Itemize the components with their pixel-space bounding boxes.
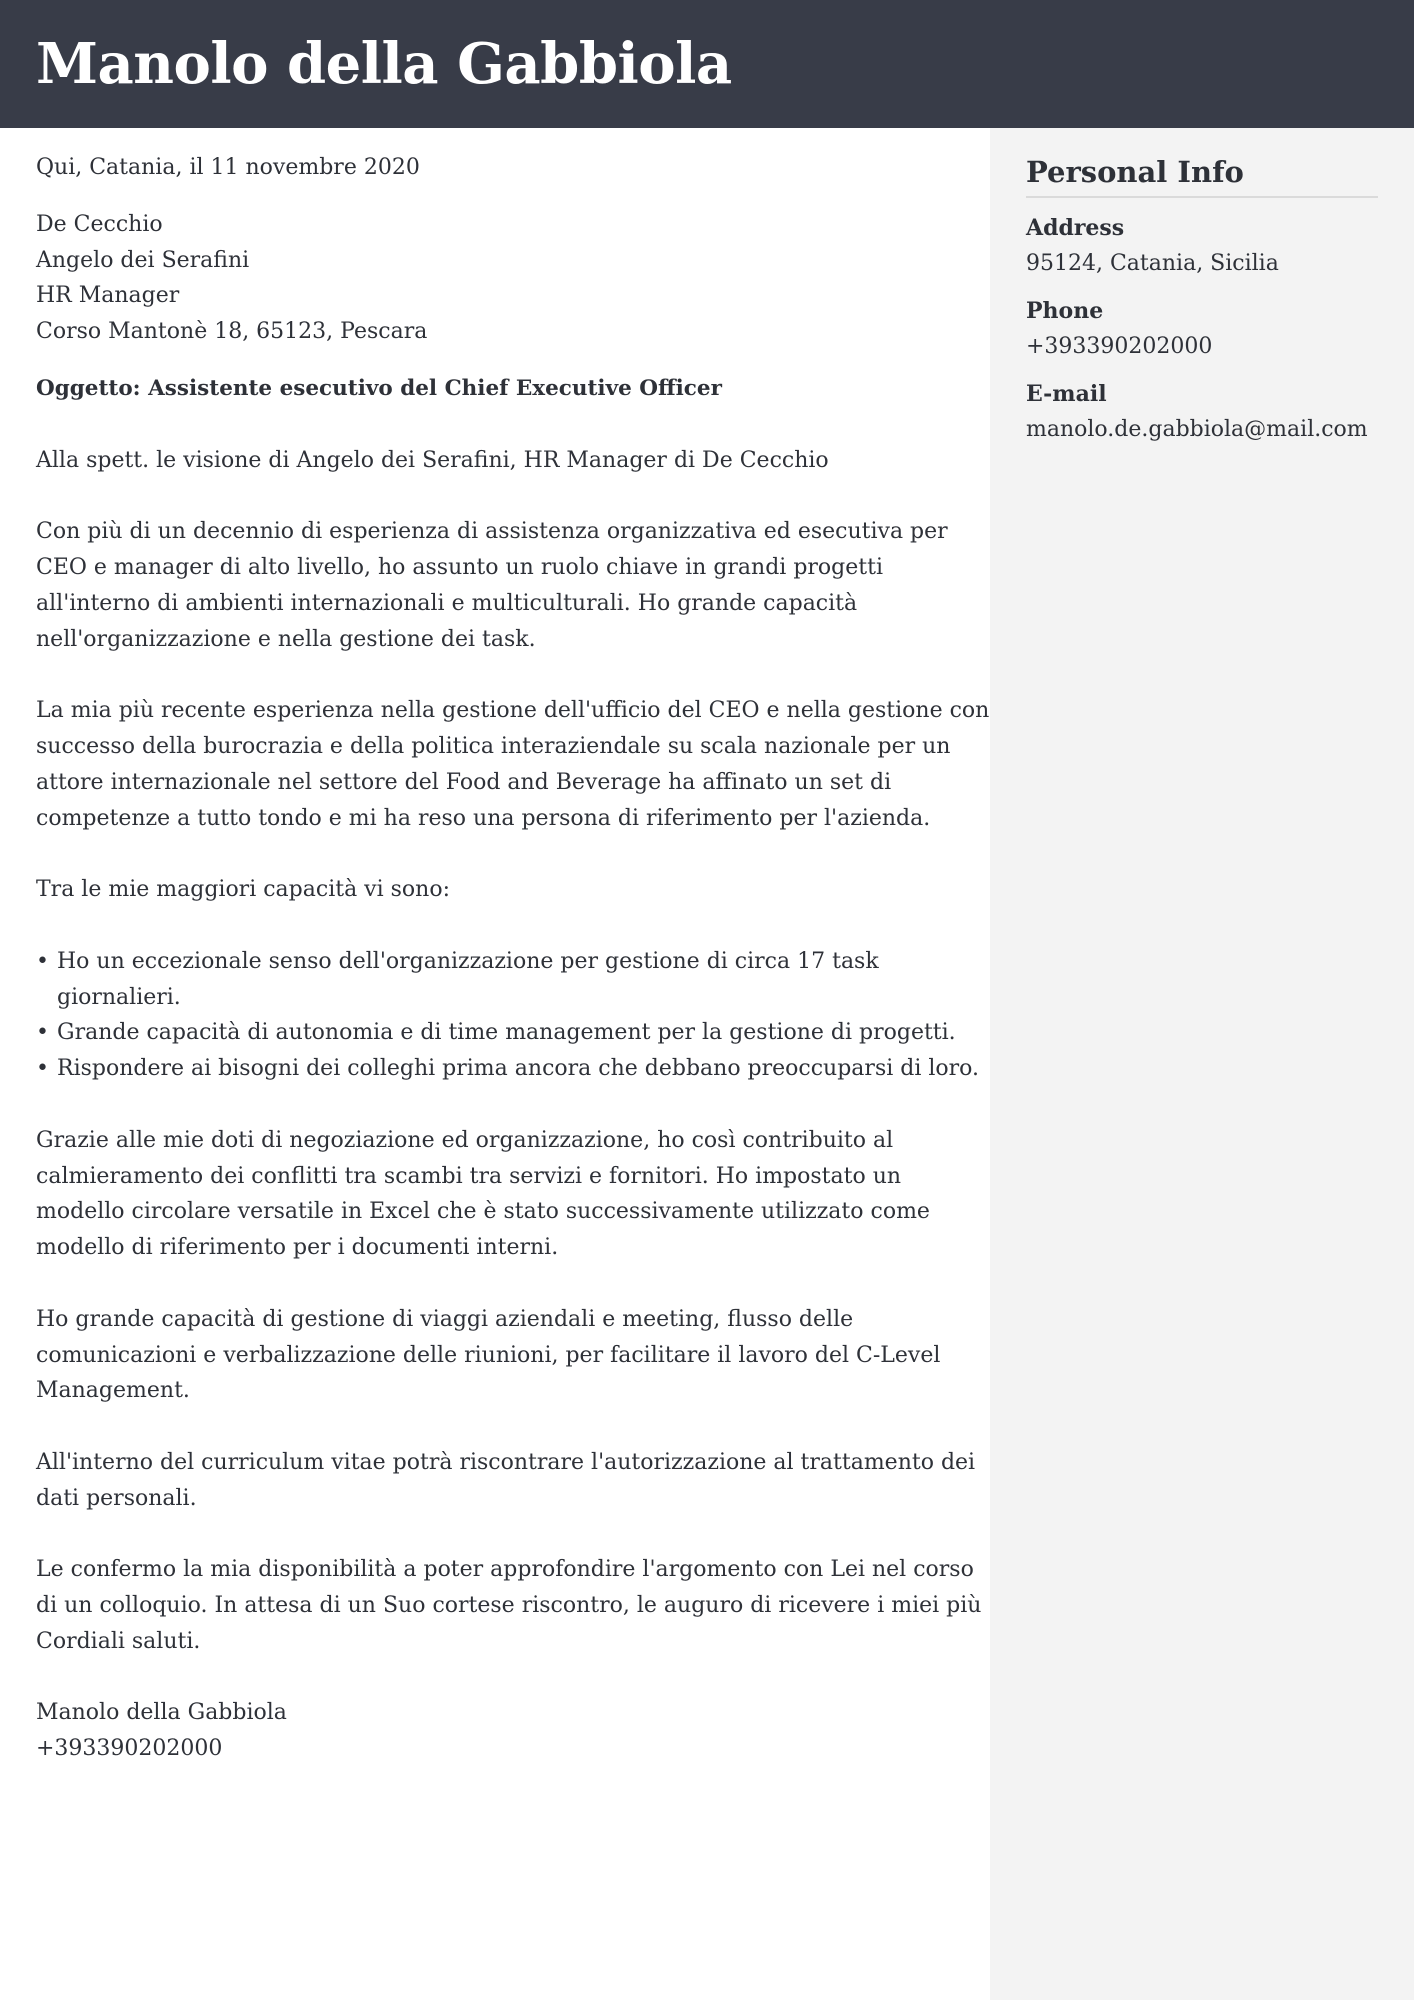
paragraph-line: All'interno del curriculum vitae potrà riscontrare l'autorizzazione al trattamento dei: [36, 1449, 976, 1475]
paragraph-line: CEO e manager di alto livello, ho assunto un ruolo chiave in grandi progetti: [36, 554, 883, 580]
recipient-role: HR Manager: [36, 283, 180, 309]
paragraph-line: comunicazioni e verbalizzazione delle riunioni, per facilitare il lavoro del C-Level: [36, 1342, 941, 1368]
paragraph-4: [36, 1302, 956, 1409]
skill-line: • Grande capacità di autonomia e di time management per la gestione di progetti.: [57, 1020, 956, 1046]
phone-value: +393390202000: [1026, 334, 1213, 359]
skills-intro: Tra le mie maggiori capacità vi sono:: [36, 877, 450, 903]
phone-label: Phone: [1026, 298, 1104, 324]
personal-info-title: Personal Info: [1026, 152, 1378, 198]
phone-block: [1026, 293, 1378, 365]
paragraph-6: [36, 1552, 982, 1659]
skill-item: [36, 1015, 956, 1051]
skill-line: giornalieri.: [57, 984, 181, 1010]
skills-list: [36, 944, 980, 1087]
recipient-address: [36, 207, 956, 350]
paragraph-line: di un colloquio. In attesa di un Suo cortese riscontro, le auguro di ricevere i miei più: [36, 1593, 982, 1619]
paragraph-line: Grazie alle mie doti di negoziazione ed organizzazione, ho così contribuito al: [36, 1127, 894, 1153]
letter-salutation: Alla spett. le visione di Angelo dei Serafini, HR Manager di De Cecchio: [36, 447, 829, 473]
applicant-name: Manolo della Gabbiola: [36, 31, 732, 97]
paragraph-line: Cordiali saluti.: [36, 1628, 201, 1654]
cover-letter-body: [36, 150, 990, 1767]
recipient-street: Corso Mantonè 18, 65123, Pescara: [36, 319, 428, 345]
paragraph-3: [36, 1123, 956, 1266]
address-label: Address: [1026, 215, 1125, 241]
signature-phone: +393390202000: [36, 1736, 223, 1762]
date-line: Qui, Catania, il 11 novembre 2020: [36, 155, 420, 180]
recipient-person: Angelo dei Serafini: [36, 247, 250, 273]
paragraph-line: successo della burocrazia e della politica interaziendale su scala nazionale per un: [36, 733, 951, 759]
address-block: [1026, 210, 1378, 282]
paragraph-line: modello di riferimento per i documenti interni.: [36, 1235, 559, 1261]
skill-item: [36, 1051, 980, 1087]
email-value: manolo.de.gabbiola@mail.com: [1026, 417, 1368, 442]
signature-block: [36, 1695, 956, 1767]
paragraph-line: Con più di un decennio di esperienza di assistenza organizzativa ed esecutiva per: [36, 519, 948, 545]
letter-subject: Oggetto: Assistente esecutivo del Chief Executive Officer: [36, 375, 722, 401]
paragraph-5: [36, 1445, 976, 1517]
email-block: [1026, 376, 1378, 448]
email-label: E-mail: [1026, 381, 1107, 407]
paragraph-2: [36, 693, 990, 836]
paragraph-line: competenze a tutto tondo e mi ha reso una persona di riferimento per l'azienda.: [36, 805, 931, 831]
paragraph-line: modello circolare versatile in Excel che è stato successivamente utilizzato come: [36, 1199, 930, 1225]
paragraph-line: nell'organizzazione e nella gestione dei task.: [36, 626, 536, 652]
paragraph-line: all'interno di ambienti internazionali e multiculturali. Ho grande capacità: [36, 590, 858, 616]
skill-item: [36, 944, 956, 1016]
paragraph-line: La mia più recente esperienza nella gestione dell'ufficio del CEO e nella gestione con: [36, 698, 990, 724]
paragraph-line: attore internazionale nel settore del Food and Beverage ha affinato un set di: [36, 769, 892, 795]
recipient-company: De Cecchio: [36, 211, 163, 237]
paragraph-line: dati personali.: [36, 1485, 197, 1511]
address-value: 95124, Catania, Sicilia: [1026, 251, 1279, 276]
skill-line: • Rispondere ai bisogni dei colleghi prima ancora che debbano preoccuparsi di loro.: [57, 1056, 980, 1082]
paragraph-line: Management.: [36, 1378, 190, 1404]
paragraph-line: Le confermo la mia disponibilità a poter approfondire l'argomento con Lei nel corso: [36, 1557, 974, 1583]
paragraph-line: calmieramento dei conflitti tra scambi tra servizi e fornitori. Ho impostato un: [36, 1163, 902, 1189]
paragraph-line: Ho grande capacità di gestione di viaggi aziendali e meeting, flusso delle: [36, 1306, 854, 1332]
skill-line: • Ho un eccezionale senso dell'organizzazione per gestione di circa 17 task: [57, 948, 879, 974]
signature-name: Manolo della Gabbiola: [36, 1700, 287, 1726]
paragraph-1: [36, 514, 956, 657]
personal-info-sidebar: [990, 128, 1414, 2000]
resume-header: [0, 0, 1414, 128]
